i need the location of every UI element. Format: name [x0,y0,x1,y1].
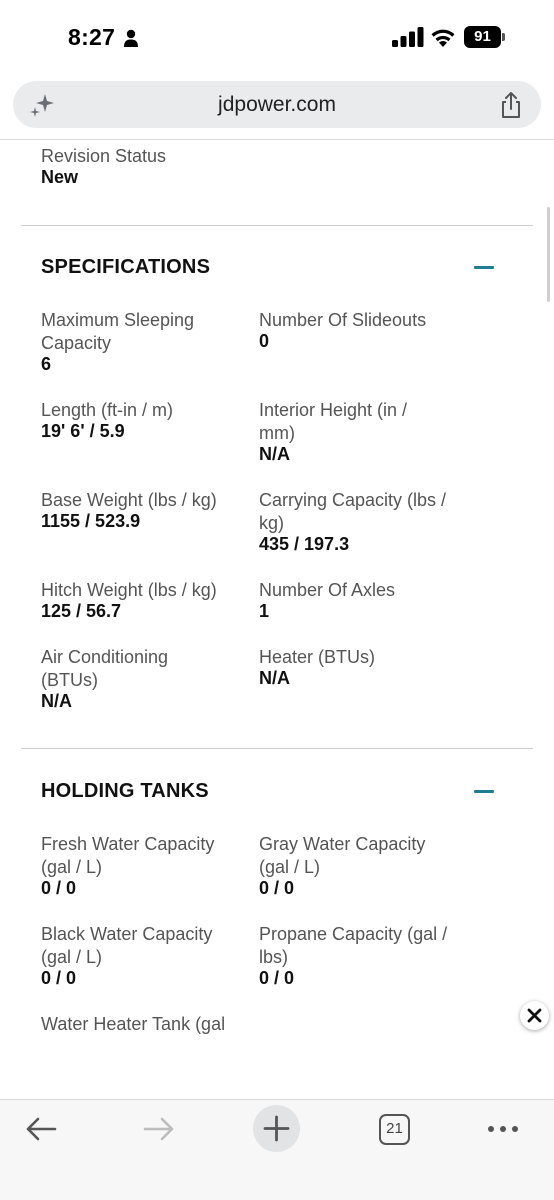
spec-label: Number Of Slideouts [259,310,427,330]
tank-value: 0 / 0 [259,968,295,988]
more-options-icon[interactable] [486,1124,520,1134]
spec-value: 1 [259,601,270,621]
person-icon [123,29,139,47]
battery-indicator [464,26,506,48]
tank-value: 0 / 0 [41,968,77,988]
tank-label: Gray Water Capacity (gal / L) [259,834,426,877]
spec-value: 435 / 197.3 [259,534,350,554]
battery-tip [502,33,505,41]
spec-value: N/A [259,444,290,464]
spec-value: 1155 / 523.9 [41,511,141,531]
spec-label: Length (ft-in / m) [41,400,174,420]
revision-status-value: New [41,167,79,187]
cellular-signal-icon [392,27,424,47]
revision-status-label: Revision Status [41,146,167,166]
spec-value: N/A [41,691,72,711]
minus-icon [474,266,494,269]
url-text[interactable]: jdpower.com [218,93,336,116]
tank-label: Fresh Water Capacity (gal / L) [41,834,215,877]
status-bar [0,0,554,76]
back-arrow-icon[interactable] [24,1116,58,1142]
spec-label: Number Of Axles [259,580,396,600]
wifi-icon [430,26,456,47]
spec-value: 6 [41,354,52,374]
spec-label: Carrying Capacity (lbs / kg) [259,490,447,533]
spec-label: Air Conditioning (BTUs) [41,647,169,690]
close-ad-button[interactable] [520,1001,549,1030]
tank-label: Black Water Capacity (gal / L) [41,924,213,967]
share-icon[interactable] [499,91,523,119]
forward-arrow-icon[interactable] [142,1116,176,1142]
tank-value: 0 / 0 [259,878,295,898]
specifications-heading: SPECIFICATIONS [41,256,211,278]
spec-value: 125 / 56.7 [41,601,122,621]
tank-label: Propane Capacity (gal / lbs) [259,924,448,967]
section-divider [21,748,533,749]
spec-label: Heater (BTUs) [259,647,376,667]
plus-icon [253,1105,300,1152]
scrollbar-thumb[interactable] [547,207,550,302]
specifications-collapse-button[interactable] [472,255,496,279]
holding-tanks-collapse-button[interactable] [472,779,496,803]
new-tab-button[interactable] [253,1105,300,1152]
spec-label: Base Weight (lbs / kg) [41,490,217,510]
spec-value: 0 [259,331,270,351]
battery-level: 91 [464,26,501,48]
address-bar[interactable] [13,81,541,128]
toolbar-divider [0,139,554,140]
tank-value: 0 / 0 [41,878,77,898]
spec-label: Interior Height (in / mm) [259,400,408,443]
holding-tanks-heading: HOLDING TANKS [41,780,209,802]
section-divider [21,225,533,226]
status-time: 8:27 [68,24,116,50]
minus-icon [474,790,494,793]
browser-toolbar [0,1099,554,1200]
spec-value: 19' 6' / 5.9 [41,421,125,441]
close-icon [527,1008,542,1023]
tab-switcher-button[interactable]: 21 [379,1114,410,1145]
spec-value: N/A [259,668,290,688]
spec-label: Maximum Sleeping Capacity [41,310,195,353]
spec-label: Hitch Weight (lbs / kg) [41,580,217,600]
tank-label: Water Heater Tank (gal [41,1014,226,1034]
sparkle-icon[interactable] [29,92,55,118]
